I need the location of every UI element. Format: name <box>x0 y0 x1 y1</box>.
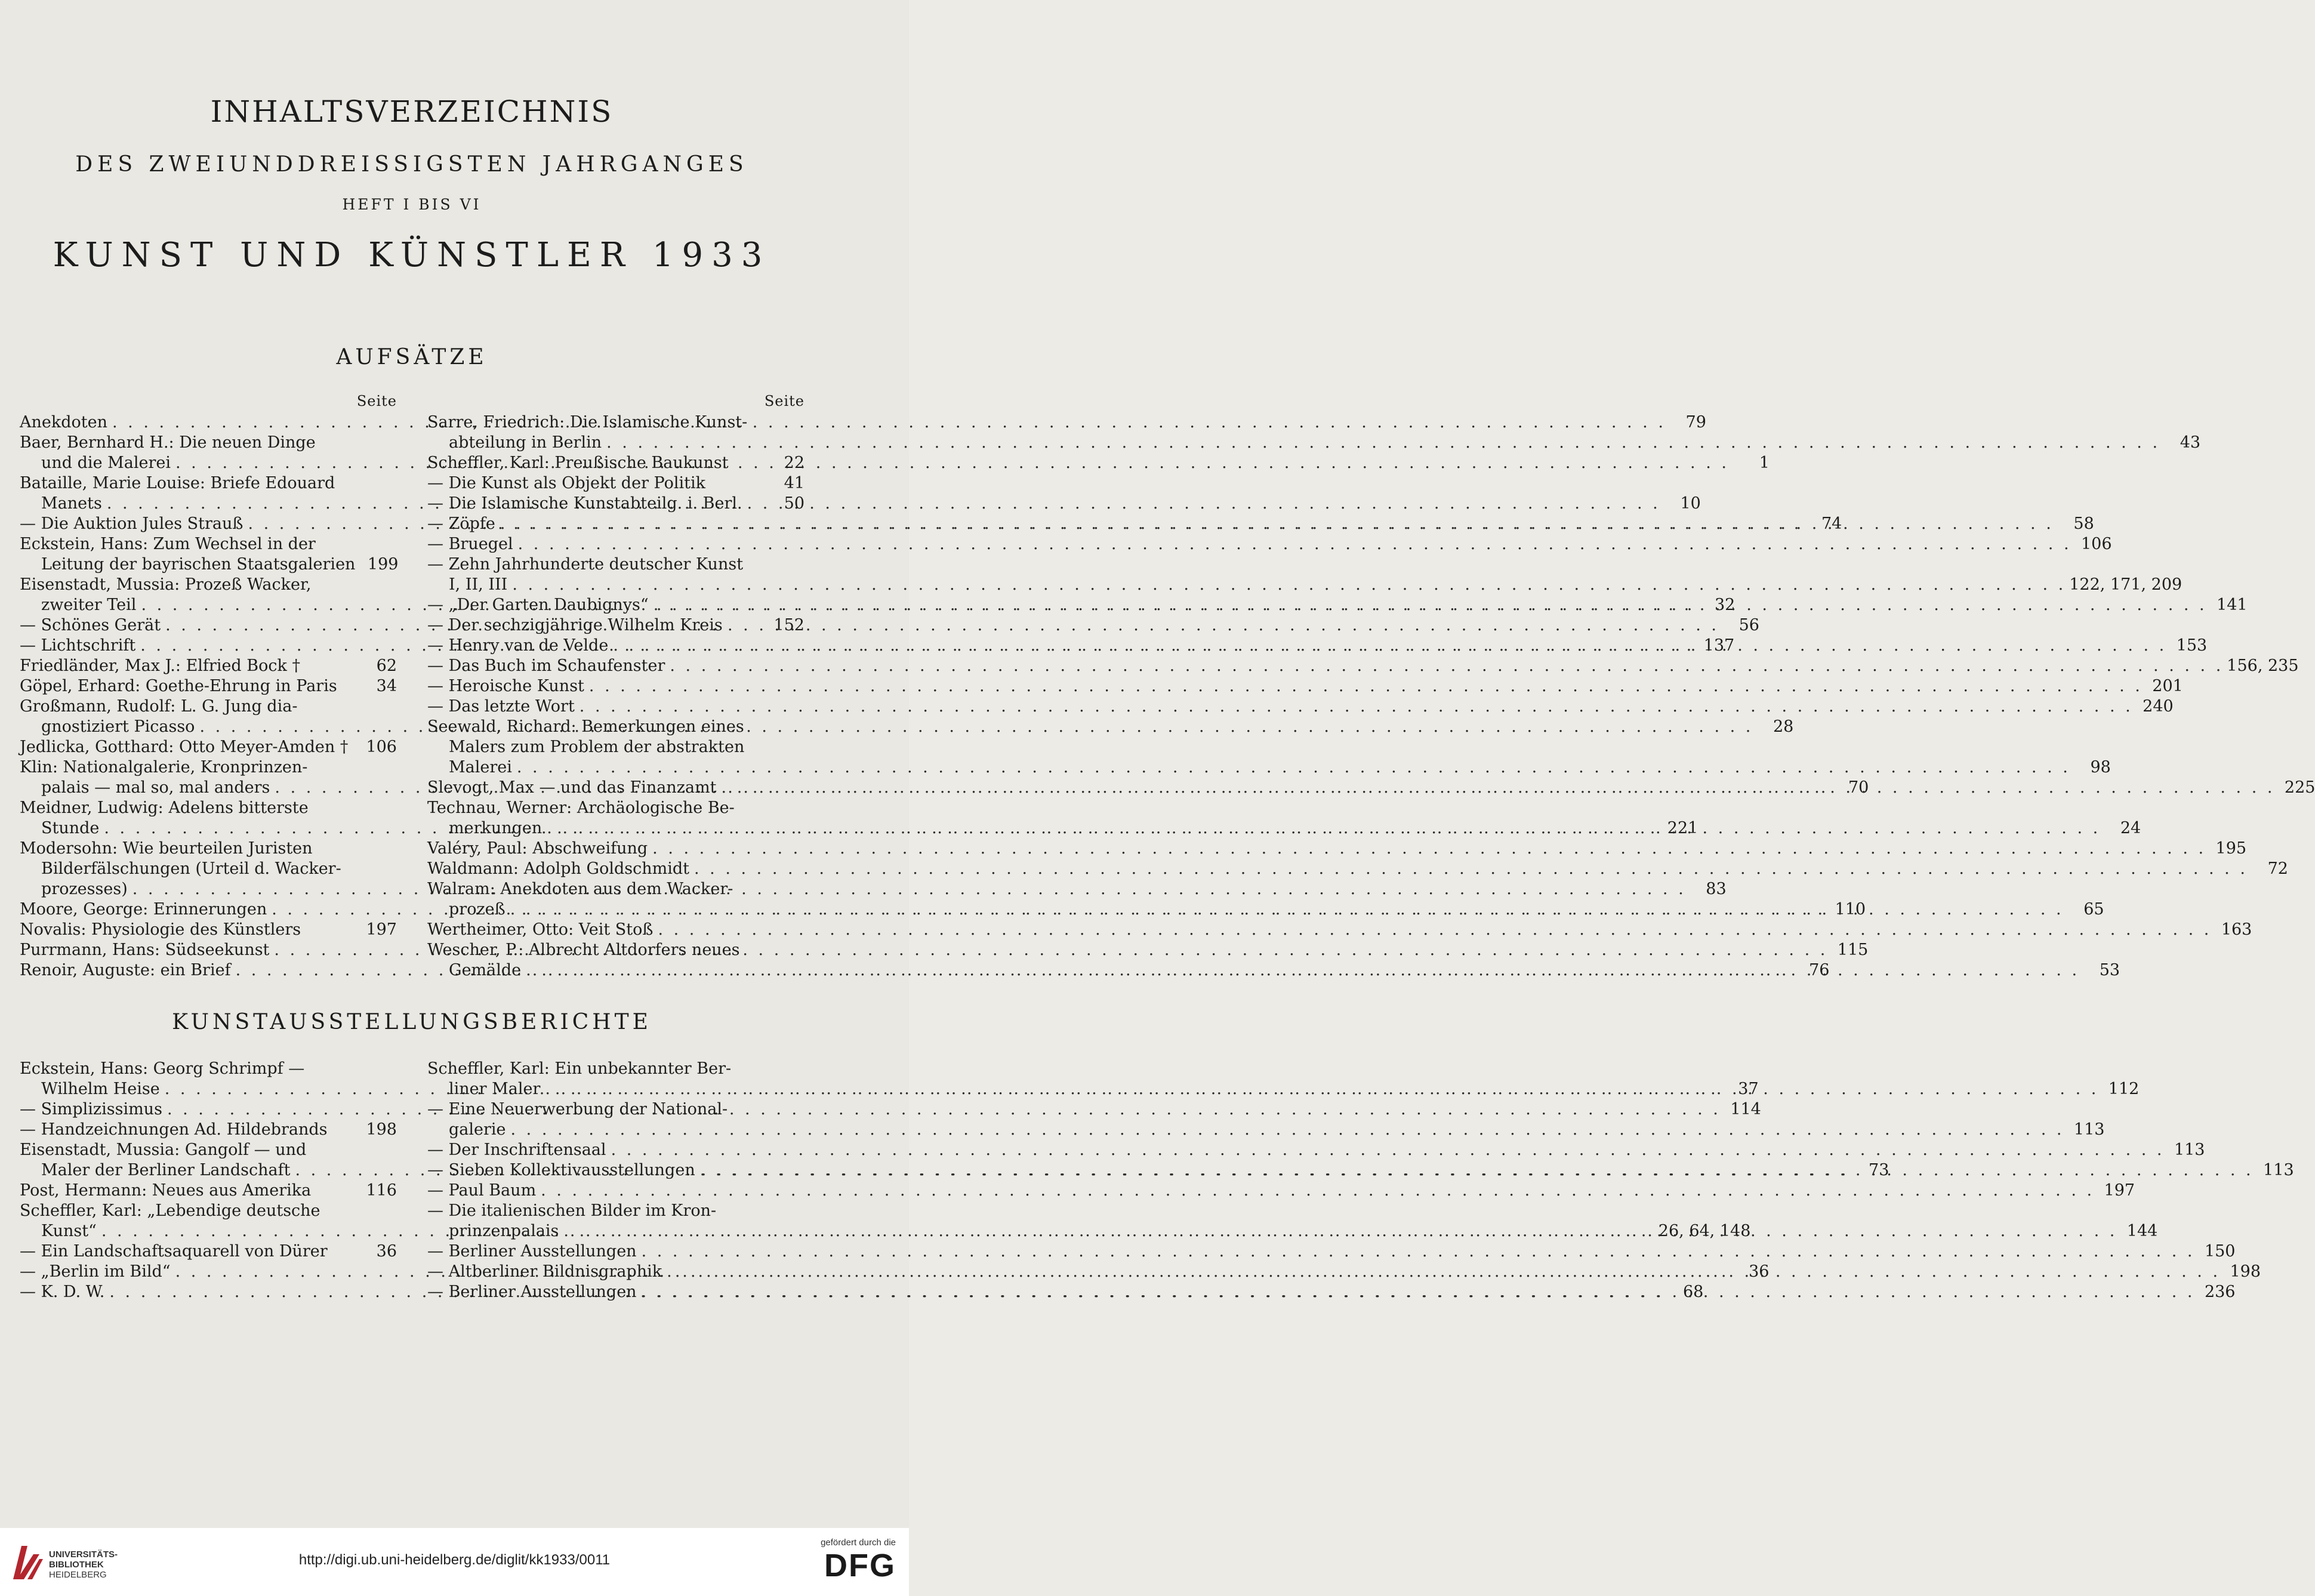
toc-entry-page: 225 <box>2284 778 2315 797</box>
toc-entry <box>20 676 397 697</box>
toc-entry <box>20 1181 397 1201</box>
toc-entry-page: 113 <box>2073 1120 2105 1139</box>
toc-entry <box>427 757 2111 778</box>
toc-entry-page: 115 <box>1837 941 1869 959</box>
toc-entry-page: 113 <box>2174 1141 2205 1159</box>
toc-entry-page: 1 <box>1759 454 1770 472</box>
toc-entry-text: Moore, George: Erinnerungen <box>20 900 267 919</box>
funder-label: gefördert durch die <box>821 1538 896 1548</box>
toc-entry-text: Meidner, Ludwig: Adelens bitterste <box>20 799 309 817</box>
toc-entry-text: Wilhelm Heise <box>41 1080 160 1098</box>
toc-entry-text: — Altberliner Bildnisgraphik <box>427 1262 662 1281</box>
toc-entry-text: Walram: Anekdoten aus dem Wacker- <box>427 880 733 898</box>
toc-entry-page: 198 <box>366 1120 397 1139</box>
toc-entry-text: — Simplizissimus <box>20 1100 162 1119</box>
leader-dots <box>649 595 2205 615</box>
toc-entry-text: prinzenpalais <box>449 1222 559 1240</box>
toc-entry-page: 236 <box>2204 1283 2236 1301</box>
toc-entry <box>20 473 397 494</box>
toc-entry-text: liner Maler <box>449 1080 541 1098</box>
leader-dots <box>162 1099 1718 1120</box>
toc-entry-page: 70 <box>1848 778 1869 797</box>
toc-entry <box>427 1099 804 1120</box>
toc-entry-text: Wescher, P.: Albrecht Altdorfers neues <box>427 941 740 959</box>
toc-entry-text: Kunst“ <box>41 1222 97 1240</box>
toc-entry <box>427 412 804 433</box>
toc-entry <box>427 1241 2236 1262</box>
permalink-url[interactable]: http://digi.ub.uni-heidelberg.de/diglit/kk1933/0011 <box>298 1552 611 1568</box>
leader-dots <box>512 757 2068 778</box>
toc-entry-text: Scheffler, Karl: Ein unbekannter Ber- <box>427 1059 732 1078</box>
toc-entry <box>20 656 397 676</box>
toc-entry-text: Jedlicka, Gotthard: Otto Meyer-Amden † <box>20 738 349 756</box>
toc-entry-page: 65 <box>2083 900 2104 919</box>
toc-entry-page: 41 <box>784 474 804 492</box>
toc-entry-text: Klin: Nationalgalerie, Kronprinzen- <box>20 758 308 777</box>
volume-subtitle: DES ZWEIUNDDREISSIGSTEN JAHRGANGES <box>75 152 748 177</box>
leader-dots <box>542 818 2098 839</box>
toc-entry-text: — K. D. W. <box>20 1283 105 1301</box>
toc-entry-page: 116 <box>366 1181 397 1200</box>
toc-entry-page: 240 <box>2143 697 2174 716</box>
toc-entry-text: Renoir, Auguste: ein Brief <box>20 961 231 979</box>
toc-entry-text: Scheffler, Karl: Preußische Baukunst <box>427 454 729 472</box>
toc-entry-page: 58 <box>2073 514 2094 533</box>
toc-entry-text: Waldmann: Adolph Goldschmidt <box>427 859 689 878</box>
toc-entry-page: 98 <box>2090 758 2111 777</box>
toc-entry-text: — Zehn Jahrhunderte deutscher Kunst <box>427 555 744 574</box>
toc-entry-text: — Die Islamische Kunstabteilg. i. Berl. <box>427 494 742 513</box>
toc-entry <box>427 534 2112 554</box>
toc-entry <box>20 433 397 453</box>
toc-entry-text: — Handzeichnungen Ad. Hildebrands <box>20 1120 328 1139</box>
toc-entry-text: Purrmann, Hans: Südseekunst <box>20 941 270 959</box>
toc-entry-text: Eckstein, Hans: Zum Wechsel in der <box>20 535 316 553</box>
toc-entry-text: zweiter Teil <box>41 596 137 614</box>
toc-entry <box>427 575 2183 595</box>
toc-entry-page: 62 <box>376 657 397 675</box>
toc-entry-text: merkungen <box>449 819 542 837</box>
toc-entry <box>20 534 397 554</box>
toc-entry-text: Scheffler, Karl: „Lebendige deutsche <box>20 1201 320 1220</box>
section-heading-aufsaetze: AUFSÄTZE <box>336 345 488 369</box>
toc-entry-text: — „Berlin im Bild“ <box>20 1262 171 1281</box>
toc-entry-page: 156, 235 <box>2227 657 2299 675</box>
toc-entry-page: 24 <box>2120 819 2141 837</box>
toc-entry <box>427 940 804 960</box>
toc-entry-text: — Berliner Ausstellungen <box>427 1283 637 1301</box>
toc-entry-page: 163 <box>2221 920 2252 939</box>
toc-entry <box>20 554 397 575</box>
toc-entry-page: 73 <box>1869 1161 1889 1179</box>
toc-entry-text: — Zöpfe <box>427 514 495 533</box>
toc-entry-text: Eisenstadt, Mussia: Gangolf — und <box>20 1141 307 1159</box>
toc-entry-page: 110 <box>1835 900 1866 919</box>
toc-entry-page: 197 <box>2104 1181 2135 1200</box>
toc-entry-text: — Schönes Gerät <box>20 616 161 634</box>
toc-entry-text: — Der Inschriftensaal <box>427 1141 606 1159</box>
toc-entry <box>20 1059 397 1079</box>
toc-entry-text: Eckstein, Hans: Georg Schrimpf — <box>20 1059 305 1078</box>
toc-entry-text: — Der sechzigjährige Wilhelm Kreis <box>427 616 723 634</box>
leader-dots <box>107 412 1663 433</box>
toc-entry-page: 199 <box>367 555 399 574</box>
toc-entry-text: Seewald, Richard: Bemerkungen eines <box>427 717 744 736</box>
toc-entry-page: 152 <box>773 616 804 634</box>
funder-logo[interactable] <box>794 1538 896 1583</box>
toc-entry-page: 221 <box>1667 819 1699 837</box>
leader-dots <box>507 575 2063 595</box>
toc-entry-page: 36 <box>376 1242 397 1261</box>
leader-dots <box>602 433 2157 453</box>
leader-dots <box>608 636 2164 656</box>
leader-dots <box>513 534 2069 554</box>
toc-entry-text: Baer, Bernhard H.: Die neuen Dinge <box>20 433 316 452</box>
toc-entry <box>20 920 397 940</box>
toc-entry-text: — Paul Baum <box>427 1181 537 1200</box>
toc-entry-text: — Die Auktion Jules Strauß <box>20 514 243 533</box>
toc-entry-page: 28 <box>1773 717 1794 736</box>
toc-entry-text: Slevogt, Max — und das Finanzamt <box>427 778 717 797</box>
leader-dots <box>506 1120 2062 1140</box>
toc-entry <box>427 1059 804 1079</box>
toc-entry <box>427 656 2299 676</box>
toc-entry <box>427 433 2201 453</box>
leader-dots <box>540 1079 2096 1099</box>
toc-entry-text: Valéry, Paul: Abschweifung <box>427 839 648 858</box>
toc-entry-page: 79 <box>1685 413 1706 432</box>
toc-entry <box>427 697 2174 717</box>
toc-entry-text: — Das letzte Wort <box>427 697 575 716</box>
toc-entry <box>20 1201 397 1221</box>
toc-entry <box>20 1241 397 1262</box>
toc-entry <box>427 473 804 494</box>
toc-entry-page: 22 <box>784 454 804 472</box>
toc-entry-text: Großmann, Rudolf: L. G. Jung dia- <box>20 697 298 716</box>
toc-entry-page: 153 <box>2176 636 2208 655</box>
toc-entry-text: Modersohn: Wie beurteilen Juristen <box>20 839 313 858</box>
toc-entry <box>427 494 804 514</box>
toc-entry-text: Anekdoten <box>20 413 107 432</box>
toc-entry-page: 197 <box>366 920 397 939</box>
toc-entry-text: — Sieben Kollektivausstellungen <box>427 1161 695 1179</box>
toc-entry-page: 43 <box>2180 433 2201 452</box>
toc-entry-page: 36 <box>1749 1262 1770 1281</box>
toc-entry <box>427 737 804 757</box>
toc-entry-page: 122, 171, 209 <box>2069 575 2183 594</box>
toc-entry <box>427 1181 2135 1201</box>
toc-entry-page: 141 <box>2217 596 2248 614</box>
toc-entry-text: — Bruegel <box>427 535 513 553</box>
seite-label: Seite <box>356 393 397 409</box>
journal-title: KUNST UND KÜNSTLER 1933 <box>53 236 771 275</box>
toc-entry-text: Göpel, Erhard: Goethe-Ehrung in Paris <box>20 677 337 695</box>
toc-entry-text: und die Malerei <box>41 454 171 472</box>
dfg-logo-text: DFG <box>824 1548 896 1583</box>
toc-entry <box>427 839 2247 859</box>
toc-entry-text: Gemälde <box>449 961 522 979</box>
toc-entry <box>20 757 397 778</box>
toc-entry-text: Sarre, Friedrich: Die Islamische Kunst- <box>427 413 748 432</box>
leader-dots <box>128 879 1684 899</box>
toc-entry-text: Manets <box>41 494 102 513</box>
toc-entry-page: 76 <box>1809 961 1830 979</box>
toc-entry <box>20 1140 397 1160</box>
toc-entry-page: 201 <box>2152 677 2183 695</box>
toc-entry-text: palais — mal so, mal anders <box>41 778 270 797</box>
toc-entry-page: 53 <box>2099 961 2120 979</box>
leader-dots <box>689 859 2245 879</box>
toc-entry-page: 106 <box>2080 535 2112 553</box>
toc-entry <box>427 554 804 575</box>
leader-dots <box>717 778 2273 798</box>
footer-bar <box>0 1528 909 1596</box>
toc-entry-text: Eisenstadt, Mussia: Prozeß Wacker, <box>20 575 312 594</box>
toc-entry-text: Technau, Werner: Archäologische Be- <box>427 799 735 817</box>
toc-entry-page: 68 <box>1682 1283 1704 1301</box>
toc-entry <box>427 1120 2105 1140</box>
toc-entry-text: — Die Kunst als Objekt der Politik <box>427 474 706 492</box>
toc-entry-page: 34 <box>376 677 397 695</box>
toc-entry-page: 56 <box>1738 616 1759 634</box>
library-name-line2: BIBLIOTHEK <box>49 1560 104 1570</box>
toc-entry <box>20 1120 397 1140</box>
toc-entry-page: 137 <box>1703 636 1735 655</box>
toc-entry <box>20 839 397 859</box>
toc-entry <box>20 697 397 717</box>
leader-dots <box>102 494 1658 514</box>
leader-dots <box>665 656 2221 676</box>
toc-entry-text: I, II, III <box>449 575 508 594</box>
leader-dots <box>505 899 2061 920</box>
leader-dots <box>575 697 2131 717</box>
leader-dots <box>536 1181 2092 1201</box>
toc-entry-text: — Berliner Ausstellungen <box>427 1242 637 1261</box>
toc-entry <box>427 798 804 818</box>
toc-entry-text: prozesses) <box>41 880 128 898</box>
toc-entry-text: — Heroische Kunst <box>427 677 584 695</box>
leader-dots <box>662 1262 2218 1282</box>
toc-entry-page: 144 <box>2126 1222 2158 1240</box>
toc-entry-text: prozeß <box>449 900 505 919</box>
leader-dots <box>161 615 1716 636</box>
toc-entry-page: 10 <box>1680 494 1701 513</box>
section-heading-berichte: KUNSTAUSSTELLUNGSBERICHTE <box>172 1010 652 1034</box>
toc-entry-text: Malers zum Problem der abstrakten <box>449 738 745 756</box>
toc-entry-page: 112 <box>2108 1080 2140 1098</box>
leader-dots <box>648 839 2203 859</box>
seite-label: Seite <box>764 393 804 409</box>
toc-entry <box>427 920 2252 940</box>
leader-dots <box>521 960 2077 981</box>
toc-entry-page: 106 <box>366 738 397 756</box>
toc-entry-page: 26, 64, 148 <box>1658 1222 1751 1240</box>
toc-entry-page: 195 <box>2215 839 2247 858</box>
toc-entry-text: — Ein Landschaftsaquarell von Dürer <box>20 1242 328 1261</box>
main-title: INHALTSVERZEICHNIS <box>210 94 614 129</box>
toc-entry-page: 50 <box>784 494 804 513</box>
toc-entry <box>20 798 397 818</box>
toc-entry-text: galerie <box>449 1120 506 1139</box>
toc-entry <box>427 717 804 737</box>
toc-entry-page: 198 <box>2230 1262 2261 1281</box>
toc-entry-text: — Henry van de Velde <box>427 636 609 655</box>
toc-entry-text: — Eine Neuerwerbung der National- <box>427 1100 728 1119</box>
toc-entry-text: Leitung der bayrischen Staatsgalerien <box>41 555 356 574</box>
leader-dots <box>559 1221 2114 1241</box>
toc-entry-text: — Die italienischen Bilder im Kron- <box>427 1201 717 1220</box>
toc-entry <box>427 453 804 473</box>
leader-dots <box>637 1282 2193 1302</box>
leader-dots <box>495 514 2051 534</box>
toc-entry-text: — Das Buch im Schaufenster <box>427 657 665 675</box>
toc-entry-text: Stunde <box>41 819 100 837</box>
toc-entry-page: 32 <box>1715 596 1736 614</box>
toc-entry <box>427 1201 804 1221</box>
toc-entry <box>20 859 397 879</box>
toc-entry-page: 74 <box>1821 514 1842 533</box>
toc-entry-page: 150 <box>2204 1242 2236 1261</box>
toc-entry <box>427 859 2288 879</box>
toc-entry-text: Wertheimer, Otto: Veit Stoß <box>427 920 653 939</box>
toc-entry-text: gnostiziert Picasso <box>41 717 195 736</box>
toc-entry-text: Bataille, Marie Louise: Briefe Edouard <box>20 474 335 492</box>
toc-entry <box>20 737 397 757</box>
toc-entry-text: — „Der Garten Daubignys“ <box>427 596 649 614</box>
leader-dots <box>653 920 2209 940</box>
toc-entry-page: 83 <box>1706 880 1727 898</box>
toc-entry-text: Maler der Berliner Landschaft <box>41 1161 291 1179</box>
leader-dots <box>584 676 2140 697</box>
library-name-line1: UNIVERSITÄTS- <box>49 1549 118 1560</box>
toc-entry-page: 113 <box>2263 1161 2294 1179</box>
leader-dots <box>695 1160 2251 1181</box>
issues-range: HEFT I BIS VI <box>342 196 482 213</box>
leader-dots <box>606 1140 2162 1160</box>
toc-entry-text: Malerei <box>449 758 512 777</box>
toc-entry-text: abteilung in Berlin <box>449 433 602 452</box>
leader-dots <box>171 453 1727 473</box>
toc-entry-page: 72 <box>2267 859 2288 878</box>
toc-entry <box>427 615 804 636</box>
library-name-line3: HEIDELBERG <box>49 1570 107 1580</box>
toc-entry-text: Friedländer, Max J.: Elfried Bock † <box>20 657 300 675</box>
toc-entry-page: 114 <box>1730 1100 1761 1119</box>
toc-entry <box>427 879 804 899</box>
toc-entry <box>427 676 2183 697</box>
toc-entry-text: Novalis: Physiologie des Künstlers <box>20 920 301 939</box>
toc-entry <box>20 575 397 595</box>
toc-entry-text: Bilderfälschungen (Urteil d. Wacker- <box>41 859 341 878</box>
toc-entry <box>427 1140 2205 1160</box>
toc-entry-page: 37 <box>1738 1080 1759 1098</box>
toc-entry-text: — Lichtschrift <box>20 636 136 655</box>
leader-dots <box>637 1241 2193 1262</box>
toc-entry-text: Post, Hermann: Neues aus Amerika <box>20 1181 312 1200</box>
